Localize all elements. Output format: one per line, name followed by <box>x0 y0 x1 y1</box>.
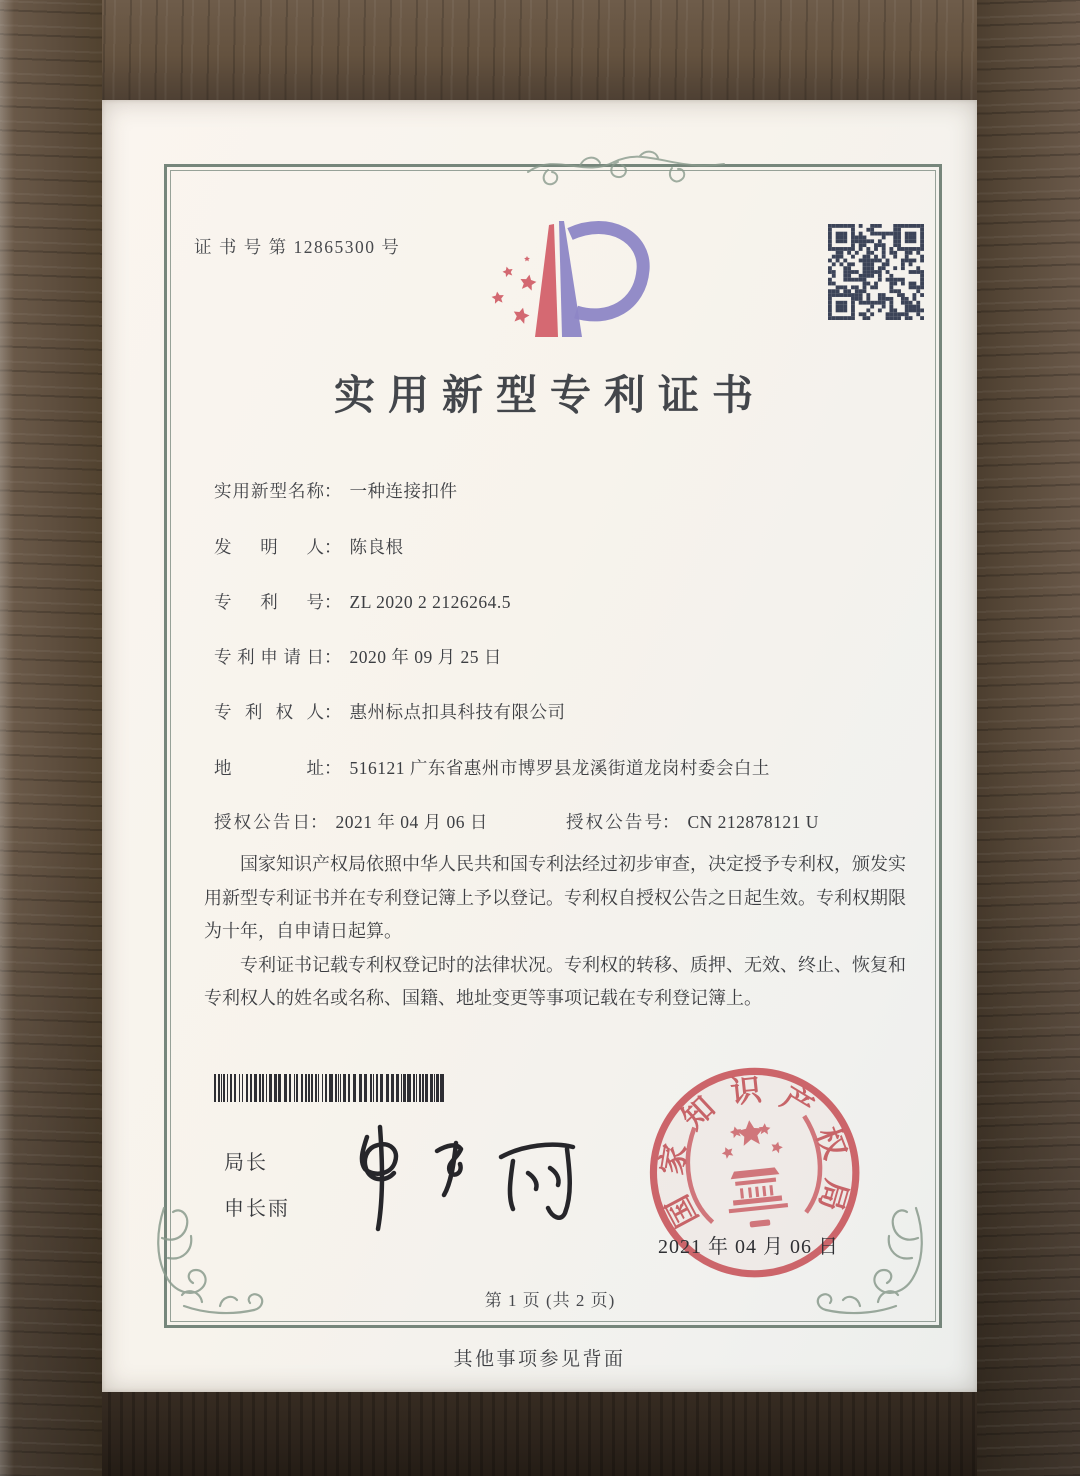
field-row-name <box>214 478 934 503</box>
field-row-inventor <box>214 534 934 559</box>
certificate-paper <box>102 100 977 1392</box>
qr-code-icon <box>828 224 924 320</box>
field-colon: ： <box>310 812 328 832</box>
field-colon: ： <box>324 537 342 557</box>
svg-text:权: 权 <box>809 1122 853 1164</box>
svg-text:家: 家 <box>654 1141 694 1178</box>
page-number: 第 1 页 (共 2 页) <box>484 1291 616 1310</box>
field-label: 发明人 <box>214 537 324 557</box>
field-value: 陈良根 <box>349 537 404 557</box>
field-value: 516121 广东省惠州市博罗县龙溪街道龙岗村委会白土 <box>349 758 770 778</box>
grant-number-value: CN 212878121 U <box>687 812 819 832</box>
svg-text:局: 局 <box>812 1175 854 1215</box>
grant-number-label: 授权公告号 <box>566 812 662 832</box>
cnipa-logo-icon <box>458 210 676 358</box>
certificate-number: 证 书 号 第 12865300 号 <box>194 237 401 257</box>
field-value: 惠州标点扣具科技有限公司 <box>349 702 566 722</box>
grant-date-label: 授权公告日 <box>214 812 310 832</box>
grant-number-group <box>566 809 819 834</box>
wood-frame-bottom <box>0 1392 1080 1476</box>
wood-frame-right <box>977 0 1080 1476</box>
field-colon: ： <box>662 812 680 832</box>
field-row-filing-date <box>214 644 934 669</box>
wood-frame-left <box>0 0 102 1476</box>
field-value: ZL 2020 2 2126264.5 <box>349 592 511 612</box>
field-label: 专利申请日 <box>214 647 324 667</box>
field-label: 专利号 <box>214 592 324 612</box>
field-colon: ： <box>324 758 342 778</box>
field-row-patentee <box>214 699 934 724</box>
wood-frame-edge-highlight <box>0 0 14 1476</box>
svg-text:识: 识 <box>729 1072 764 1110</box>
field-row-patent-number <box>214 589 934 614</box>
certificate-title: 实用新型专利证书 <box>334 372 766 418</box>
official-seal-icon <box>629 1045 882 1298</box>
certificate-body-text <box>204 848 906 1016</box>
field-value: 2020 年 09 月 25 日 <box>349 647 502 667</box>
commissioner-name: 申长雨 <box>224 1198 290 1220</box>
field-colon: ： <box>324 702 342 722</box>
field-row-address <box>214 755 934 780</box>
barcode-icon <box>214 1074 448 1102</box>
commissioner-title: 局长 <box>224 1152 268 1174</box>
body-paragraph-1: 国家知识产权局依照中华人民共和国专利法经过初步审查，决定授予专利权，颁发实用新型专利证书并在专利登记簿上予以登记。专利权自授权公告之日起生效。专利权期限为十年，自申请日起算。 <box>204 854 906 941</box>
svg-text:产: 产 <box>775 1080 819 1126</box>
wood-frame-top <box>0 0 1080 100</box>
field-value: 一种连接扣件 <box>349 481 458 501</box>
field-label: 地址 <box>214 758 324 778</box>
field-colon: ： <box>324 481 342 501</box>
field-label: 实用新型名称 <box>214 481 324 501</box>
svg-text:知: 知 <box>675 1090 722 1137</box>
signature-icon <box>307 1115 597 1240</box>
back-side-note: 其他事项参见背面 <box>453 1349 626 1370</box>
body-paragraph-2: 专利证书记载专利权登记时的法律状况。专利权的转移、质押、无效、终止、恢复和专利权人的姓名或名称、国籍、地址变更等事项记载在专利登记簿上。 <box>204 954 906 1008</box>
field-colon: ： <box>324 592 342 612</box>
field-colon: ： <box>324 647 342 667</box>
field-label: 专利权人 <box>214 702 324 722</box>
field-row-grant <box>214 809 934 834</box>
seal-date: 2021 年 04 月 06 日 <box>658 1236 839 1258</box>
svg-text:国: 国 <box>660 1189 705 1233</box>
grant-date-value: 2021 年 04 月 06 日 <box>335 812 488 832</box>
